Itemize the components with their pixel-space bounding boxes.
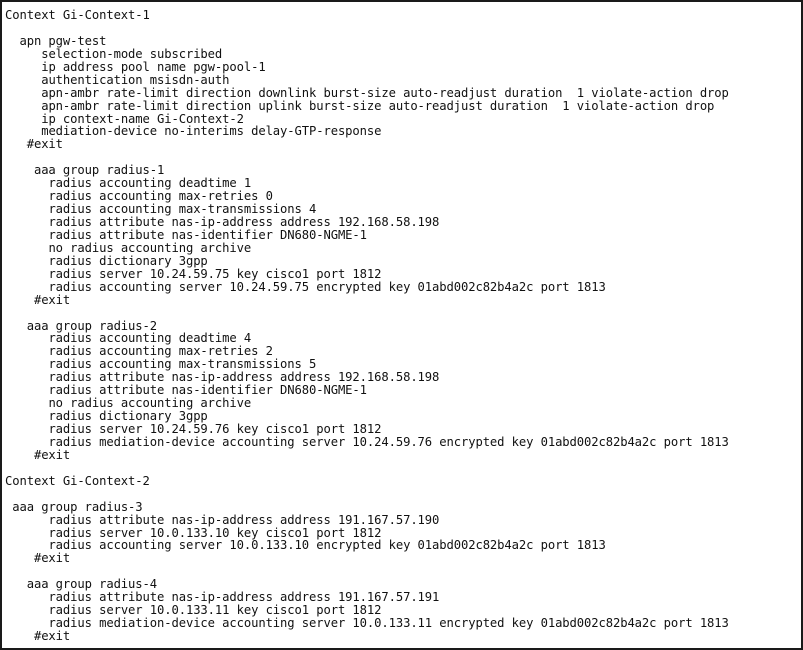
radius-2-config-line: radius accounting deadtime 4 [48,331,252,346]
apn-config-line: selection-mode subscribed [41,46,223,61]
apn-exit: #exit [26,137,63,152]
context-header-gi-context-2: Context Gi-Context-2 [5,473,150,488]
radius-1-config-line: radius accounting max-retries 0 [48,189,273,204]
blank-line [5,22,729,35]
radius-1-config-line: radius accounting max-transmissions 4 [48,202,317,217]
radius-2-config-line: radius accounting max-transmissions 5 [48,357,317,372]
radius-1-config-line: radius attribute nas-ip-address address 192.168.58.198 [48,215,440,229]
radius-2-config-line: radius mediation-device accounting server 10.24.59.76 encrypted key 01abd002c82b4a2c port 1813 [48,434,729,449]
apn-config-line: mediation-device no-interims delay-GTP-response [41,124,382,139]
aaa-group-radius-4-header: aaa group radius-4 [26,577,157,592]
config-listing [5,9,729,643]
apn-config-line: authentication msisdn-auth [41,72,230,87]
radius-1-config-line: radius dictionary 3gpp [48,253,208,268]
apn-config-line: ip address pool name pgw-pool-1 [41,59,266,74]
apn-header: apn pgw-test [19,33,107,48]
radius-4-config-line: radius server 10.0.133.11 key cisco1 port 1812 [48,603,382,618]
radius-1-config-line: no radius accounting archive [48,240,252,255]
radius-3-config-line: radius server 10.0.133.10 key cisco1 port 1812 [48,525,382,540]
radius-3-exit: #exit [33,551,71,566]
apn-config-line: ip context-name Gi-Context-2 [41,111,244,126]
radius-2-config-line: radius attribute nas-identifier DN680-NGME-1 [48,383,367,398]
radius-1-config-line: radius accounting server 10.24.59.75 encrypted key 01abd002c82b4a2c port 1813 [48,279,606,294]
radius-2-config-line: radius server 10.24.59.76 key cisco1 port 1812 [48,422,382,436]
radius-3-config-line: radius attribute nas-ip-address address 191.167.57.190 [48,512,440,527]
radius-1-config-line: radius server 10.24.59.75 key cisco1 port 1812 [48,266,382,281]
radius-2-exit: #exit [33,447,71,462]
radius-4-exit: #exit [33,629,71,643]
radius-4-config-line: radius mediation-device accounting server 10.0.133.11 encrypted key 01abd002c82b4a2c port 1813 [48,616,729,631]
aaa-group-radius-3-header: aaa group radius-3 [12,499,143,514]
apn-config-line: apn-ambr rate-limit direction uplink burst-size auto-readjust duration 1 violate-action drop [41,98,715,113]
radius-4-config-line: radius attribute nas-ip-address address 191.167.57.191 [48,590,440,605]
aaa-group-radius-2-header: aaa group radius-2 [26,318,157,333]
context-header-gi-context-1: Context Gi-Context-1 [5,8,150,22]
radius-1-config-line: radius attribute nas-identifier DN680-NGME-1 [48,227,367,242]
radius-2-config-line: radius attribute nas-ip-address address 192.168.58.198 [48,370,440,385]
aaa-group-radius-1-header: aaa group radius-1 [33,163,165,178]
apn-config-line: apn-ambr rate-limit direction downlink burst-size auto-readjust duration 1 violate-action drop [41,85,729,100]
radius-1-config-line: radius accounting deadtime 1 [48,176,252,191]
radius-1-exit: #exit [33,292,71,307]
radius-2-config-line: radius accounting max-retries 2 [48,344,273,359]
radius-2-config-line: no radius accounting archive [48,396,252,411]
radius-2-config-line: radius dictionary 3gpp [48,409,208,424]
radius-3-config-line: radius accounting server 10.0.133.10 encrypted key 01abd002c82b4a2c port 1813 [48,538,606,553]
